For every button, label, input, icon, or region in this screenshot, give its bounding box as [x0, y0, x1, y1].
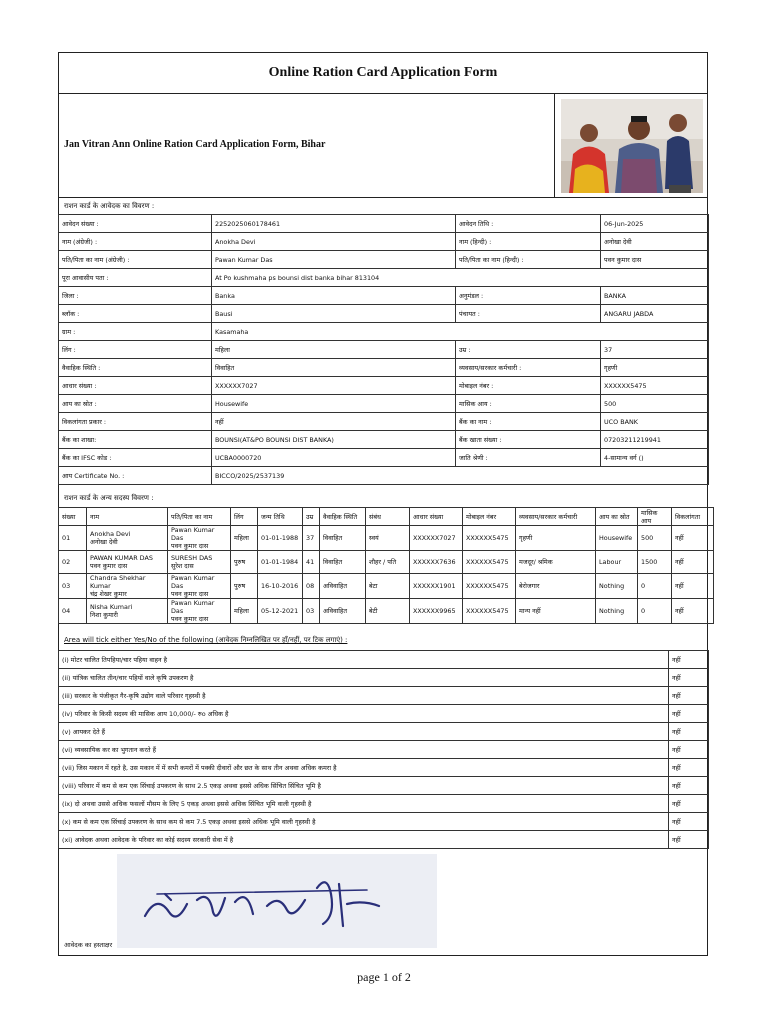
cell: 500: [638, 526, 672, 551]
table-row: [59, 233, 709, 251]
cell: [87, 599, 168, 624]
field-label: अनुमंडल :: [456, 287, 601, 305]
field-label: आवेदन तिथि :: [456, 215, 601, 233]
table-row: [59, 449, 709, 467]
cell: शौहर / पति: [366, 551, 410, 574]
cell: [87, 574, 168, 599]
field-label: वैवाहिक स्थिति :: [59, 359, 212, 377]
question-text: (iii) सरकार के पंजीकृत गैर-कृषि उद्योग वाले परिवार गृहस्थी है: [59, 687, 669, 705]
cell: नहीं: [672, 599, 714, 624]
applicant-family-photo: [561, 99, 703, 193]
field-label: बैंक का IFSC कोड :: [59, 449, 212, 467]
question-row: [59, 705, 709, 723]
name-en: PAWAN KUMAR DAS: [90, 554, 153, 562]
cell: XXXXXX9965: [410, 599, 463, 624]
field-label: बैंक का नाम :: [456, 413, 601, 431]
father-hi: सुरेश दास: [171, 562, 194, 570]
cell: XXXXXX7027: [410, 526, 463, 551]
cell: 1500: [638, 551, 672, 574]
cell: 02: [59, 551, 87, 574]
column-header: मोबाइल नंबर: [463, 508, 516, 526]
form-header: [58, 94, 708, 198]
question-answer: नहीं: [669, 777, 709, 795]
father-hi: पवन कुमार दास: [171, 590, 209, 598]
field-value: महिला: [212, 341, 456, 359]
table-row: [59, 413, 709, 431]
cell: गृहणी: [516, 526, 596, 551]
table-row: [59, 574, 714, 599]
members-table: [58, 507, 714, 624]
field-value: ANGARU JABDA: [601, 305, 709, 323]
applicant-details-table: [58, 214, 709, 485]
field-label: आय Certificate No. :: [59, 467, 212, 485]
table-row: [59, 323, 709, 341]
field-label: उम्र :: [456, 341, 601, 359]
field-value: 07203211219941: [601, 431, 709, 449]
cell: नहीं: [672, 551, 714, 574]
table-row: [59, 467, 709, 485]
members-section-heading: राशन कार्ड के अन्य सदस्य विवरण :: [64, 494, 154, 502]
name-hi: पवन कुमार दास: [90, 562, 128, 570]
table-row: [59, 431, 709, 449]
question-answer: नहीं: [669, 831, 709, 849]
cell: 04: [59, 599, 87, 624]
field-value: 06-Jun-2025: [601, 215, 709, 233]
name-hi: निशा कुमारी: [90, 611, 118, 619]
question-text: (x) कम से कम एक सिंचाई उपकरण के साथ कम से कम 7.5 एकड़ अथवा इससे अधिक भूमि वाली गृहस्थी है: [59, 813, 669, 831]
column-header: व्यवसाय/सरकार कर्मचारी: [516, 508, 596, 526]
column-header: वैवाहिक स्थिति: [320, 508, 366, 526]
question-row: [59, 759, 709, 777]
cell: 0: [638, 574, 672, 599]
father-hi: पवन कुमार दास: [171, 615, 209, 623]
cell: नहीं: [672, 526, 714, 551]
name-en: Anokha Devi: [90, 530, 131, 538]
name-en: Nisha Kumari: [90, 603, 133, 611]
column-header: लिंग: [231, 508, 258, 526]
field-label: व्यवसाय/सरकार कर्मचारी :: [456, 359, 601, 377]
field-label: मोबाइल नंबर :: [456, 377, 601, 395]
field-label: नाम (हिन्दी) :: [456, 233, 601, 251]
cell: महिला: [231, 599, 258, 624]
cell: पुरुष: [231, 551, 258, 574]
cell: [168, 574, 231, 599]
table-row: [59, 305, 709, 323]
cell: 03: [59, 574, 87, 599]
field-label: ब्लॉक :: [59, 305, 212, 323]
cell: बेटी: [366, 599, 410, 624]
question-text: (viii) परिवार में कम से कम एक सिंचाई उपकरण के साथ 2.5 एकड़ अथवा इससे अधिक सिंचित सिंचित भूमि है: [59, 777, 669, 795]
cell: स्वयं: [366, 526, 410, 551]
cell: [168, 599, 231, 624]
table-row: [59, 395, 709, 413]
field-value: गृहणी: [601, 359, 709, 377]
question-text: (v) आयकर देते हैं: [59, 723, 669, 741]
cell: नहीं: [672, 574, 714, 599]
cell: बेरोजगार: [516, 574, 596, 599]
question-row: [59, 741, 709, 759]
cell: 37: [303, 526, 320, 551]
table-row: [59, 269, 709, 287]
column-header: संख्या: [59, 508, 87, 526]
field-value: विवाहित: [212, 359, 456, 377]
question-answer: नहीं: [669, 687, 709, 705]
table-row: [59, 551, 714, 574]
column-header: आधार संख्या: [410, 508, 463, 526]
field-label: आय का स्रोत :: [59, 395, 212, 413]
form-title: Online Ration Card Application Form: [58, 52, 708, 94]
table-row: [59, 599, 714, 624]
page-number: page 1 of 2: [357, 970, 411, 984]
applicant-signature-image: [117, 854, 437, 948]
table-row: [59, 341, 709, 359]
field-label: मासिक आय :: [456, 395, 601, 413]
cell: 0: [638, 599, 672, 624]
cell: 01-01-1988: [258, 526, 303, 551]
field-value: BOUNSI(AT&PO BOUNSI DIST BANKA): [212, 431, 456, 449]
cell: 01-01-1984: [258, 551, 303, 574]
cell: 41: [303, 551, 320, 574]
question-row: [59, 831, 709, 849]
column-header: पति/पिता का नाम: [168, 508, 231, 526]
table-row: [59, 377, 709, 395]
column-header: उम्र: [303, 508, 320, 526]
cell: [168, 526, 231, 551]
question-row: [59, 795, 709, 813]
question-row: [59, 723, 709, 741]
question-text: (ix) दो अथवा उससे अधिक फसलों मौसम के लिए 5 एकड़ अथवा इससे अधिक सिंचित भूमि वाली गृहस्थी है: [59, 795, 669, 813]
question-text: (ii) यांत्रिक चालित तीन/चार पहियों वाले कृषि उपकरण है: [59, 669, 669, 687]
field-value: At Po kushmaha ps bounsi dist banka bihar 813104: [212, 269, 709, 287]
field-label: बैंक खाता संख्या :: [456, 431, 601, 449]
field-value: अनोखा देवी: [601, 233, 709, 251]
field-value: Kasamaha: [212, 323, 709, 341]
question-row: [59, 813, 709, 831]
name-hi: अनोखा देवी: [90, 538, 118, 546]
field-value: BICCO/2025/2537139: [212, 467, 709, 485]
name-en: Chandra Shekhar Kumar: [90, 574, 146, 590]
cell: XXXXXX5475: [463, 551, 516, 574]
field-value: 37: [601, 341, 709, 359]
table-row: [59, 526, 714, 551]
field-label: जिला :: [59, 287, 212, 305]
field-value: 2252025060178461: [212, 215, 456, 233]
question-answer: नहीं: [669, 741, 709, 759]
question-row: [59, 651, 709, 669]
field-label: आधार संख्या :: [59, 377, 212, 395]
field-value: Pawan Kumar Das: [212, 251, 456, 269]
cell: XXXXXX5475: [463, 574, 516, 599]
cell: [87, 526, 168, 551]
cell: विवाहित: [320, 551, 366, 574]
cell: 05-12-2021: [258, 599, 303, 624]
field-value: नहीं: [212, 413, 456, 431]
header-left-cell: [58, 94, 555, 198]
field-value: Bausi: [212, 305, 456, 323]
cell: 03: [303, 599, 320, 624]
questions-note: Area will tick either Yes/No of the following (आवेदक निम्नलिखित पर हाँ/नहीं, पर टिक लगाएं) :: [64, 636, 348, 644]
applicant-section-heading: राशन कार्ड के आवेदक का विवरण :: [64, 202, 155, 210]
cell: XXXXXX5475: [463, 526, 516, 551]
table-row: [59, 287, 709, 305]
cell: बेटा: [366, 574, 410, 599]
cell: विवाहित: [320, 526, 366, 551]
cell: Labour: [596, 551, 638, 574]
question-answer: नहीं: [669, 723, 709, 741]
field-label: लिंग :: [59, 341, 212, 359]
field-value: XXXXXX5475: [601, 377, 709, 395]
question-row: [59, 687, 709, 705]
field-label: नाम (अंग्रेजी) :: [59, 233, 212, 251]
column-header: जन्म तिथि: [258, 508, 303, 526]
signature-label: आवेदक का हस्ताक्षर: [64, 941, 113, 949]
cell: मान्य नहीं: [516, 599, 596, 624]
field-value: 4-सामान्य वर्ग (): [601, 449, 709, 467]
column-header: संबंध: [366, 508, 410, 526]
column-header: आय का स्रोत: [596, 508, 638, 526]
cell: [168, 551, 231, 574]
field-label: पति/पिता का नाम (अंग्रेजी) :: [59, 251, 212, 269]
field-value: BANKA: [601, 287, 709, 305]
field-value: UCBA0000720: [212, 449, 456, 467]
field-value: Banka: [212, 287, 456, 305]
field-label: आवेदन संख्या :: [59, 215, 212, 233]
cell: XXXXXX5475: [463, 599, 516, 624]
field-label: जाति श्रेणी :: [456, 449, 601, 467]
question-answer: नहीं: [669, 651, 709, 669]
name-hi: चंद्र शेखर कुमार: [90, 590, 127, 598]
field-label: पंचायत :: [456, 305, 601, 323]
column-header: नाम: [87, 508, 168, 526]
form-subtitle: Jan Vitran Ann Online Ration Card Application Form, Bihar: [64, 139, 326, 150]
cell: महिला: [231, 526, 258, 551]
cell: XXXXXX1901: [410, 574, 463, 599]
question-text: (vii) जिस मकान में रहते है, उस मकान में में सभी कमरों में पक्की दीवारों और छत के साथ तीन अथवा अधिक कमरा है: [59, 759, 669, 777]
father-en: Pawan Kumar Das: [171, 574, 215, 590]
field-label: विकलांगता प्रकार :: [59, 413, 212, 431]
field-label: ग्राम :: [59, 323, 212, 341]
question-answer: नहीं: [669, 795, 709, 813]
field-value: 500: [601, 395, 709, 413]
cell: 16-10-2016: [258, 574, 303, 599]
field-value: XXXXXX7027: [212, 377, 456, 395]
cell: XXXXXX7636: [410, 551, 463, 574]
table-row: [59, 251, 709, 269]
father-en: Pawan Kumar Das: [171, 599, 215, 615]
question-answer: नहीं: [669, 759, 709, 777]
table-row: [59, 359, 709, 377]
field-value: UCO BANK: [601, 413, 709, 431]
table-header-row: [59, 508, 714, 526]
question-answer: नहीं: [669, 669, 709, 687]
column-header: विकलांगता: [672, 508, 714, 526]
field-value: Housewife: [212, 395, 456, 413]
eligibility-questions-table: [58, 650, 709, 849]
field-value: पवन कुमार दास: [601, 251, 709, 269]
cell: अविवाहित: [320, 574, 366, 599]
table-row: [59, 215, 709, 233]
father-en: Pawan Kumar Das: [171, 526, 215, 542]
field-label: पूरा आवासीय पता :: [59, 269, 212, 287]
cell: अविवाहित: [320, 599, 366, 624]
cell: 01: [59, 526, 87, 551]
column-header: मासिक आय: [638, 508, 672, 526]
field-label: बैंक का शाखा:: [59, 431, 212, 449]
question-text: (i) मोटर चालित तिपहिया/चार पहिया वाहन है: [59, 651, 669, 669]
cell: मजदूर/ श्रमिक: [516, 551, 596, 574]
cell: [87, 551, 168, 574]
cell: Nothing: [596, 599, 638, 624]
question-answer: नहीं: [669, 813, 709, 831]
question-text: (vi) व्यवसायिक कर का भुगतान करते हैं: [59, 741, 669, 759]
field-label: पति/पिता का नाम (हिन्दी) :: [456, 251, 601, 269]
question-text: (iv) परिवार के किसी सदस्य की मासिक आय 10,000/- रुo अधिक है: [59, 705, 669, 723]
cell: Nothing: [596, 574, 638, 599]
question-row: [59, 777, 709, 795]
question-row: [59, 669, 709, 687]
father-hi: पवन कुमार दास: [171, 542, 209, 550]
question-answer: नहीं: [669, 705, 709, 723]
field-value: Anokha Devi: [212, 233, 456, 251]
father-en: SURESH DAS: [171, 554, 213, 562]
question-text: (xi) आवेदक अथवा आवेदक के परिवार का कोई सदस्य सरकारी सेवा में है: [59, 831, 669, 849]
cell: Housewife: [596, 526, 638, 551]
cell: 08: [303, 574, 320, 599]
cell: पुरुष: [231, 574, 258, 599]
